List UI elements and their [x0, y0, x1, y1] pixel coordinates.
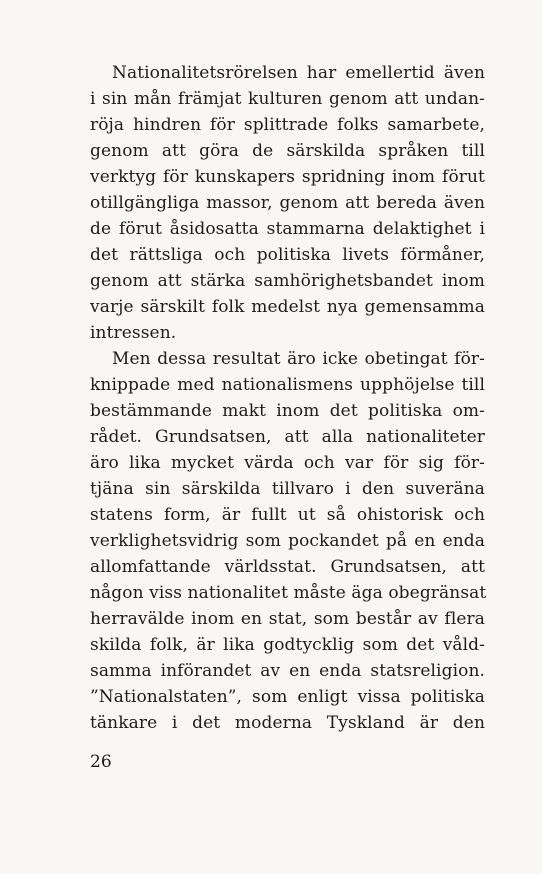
- text-line: statens form, är fullt ut så ohistorisk och: [90, 505, 485, 525]
- text-line: det rättsliga och politiska livets förmåner,: [90, 245, 485, 265]
- body-text: [90, 60, 485, 736]
- text-line: Nationalitetsrörelsen har emellertid även: [112, 63, 485, 83]
- text-line: äro lika mycket värda och var för sig för-: [90, 453, 485, 473]
- text-line: tänkare i det moderna Tyskland är den: [90, 713, 485, 733]
- text-line: verktyg för kunskapers spridning inom förut: [90, 167, 485, 187]
- text-line: verklighetsvidrig som pockandet på en enda: [90, 531, 485, 551]
- text-line: skilda folk, är lika godtycklig som det våld-: [90, 635, 485, 655]
- text-line: herravälde inom en stat, som består av flera: [90, 609, 485, 629]
- text-line: varje särskilt folk medelst nya gemensamma: [90, 297, 485, 317]
- page-number: 26: [90, 752, 112, 772]
- text-line: de förut åsidosatta stammarna delaktighet i: [90, 219, 485, 239]
- text-line: ”Nationalstaten”, som enligt vissa politiska: [90, 687, 485, 707]
- text-line: genom att stärka samhörighetsbandet inom: [90, 271, 485, 291]
- text-line: intressen.: [90, 323, 177, 343]
- text-line: genom att göra de särskilda språken till: [90, 141, 485, 161]
- text-line: otillgängliga massor, genom att bereda även: [90, 193, 485, 213]
- text-line: rådet. Grundsatsen, att alla nationaliteter: [90, 427, 485, 447]
- text-line: någon viss nationalitet måste äga obegränsat: [90, 583, 487, 603]
- text-line: tjäna sin särskilda tillvaro i den suveräna: [90, 479, 485, 499]
- text-line: Men dessa resultat äro icke obetingat för-: [112, 349, 485, 369]
- text-line: allomfattande världsstat. Grundsatsen, att: [90, 557, 485, 577]
- text-line: i sin mån främjat kulturen genom att undan-: [90, 89, 485, 109]
- text-line: knippade med nationalismens upphöjelse till: [90, 375, 485, 395]
- text-line: samma införandet av en enda statsreligion.: [90, 661, 485, 681]
- text-line: bestämmande makt inom det politiska om-: [90, 401, 485, 421]
- text-line: röja hindren för splittrade folks samarbete,: [90, 115, 485, 135]
